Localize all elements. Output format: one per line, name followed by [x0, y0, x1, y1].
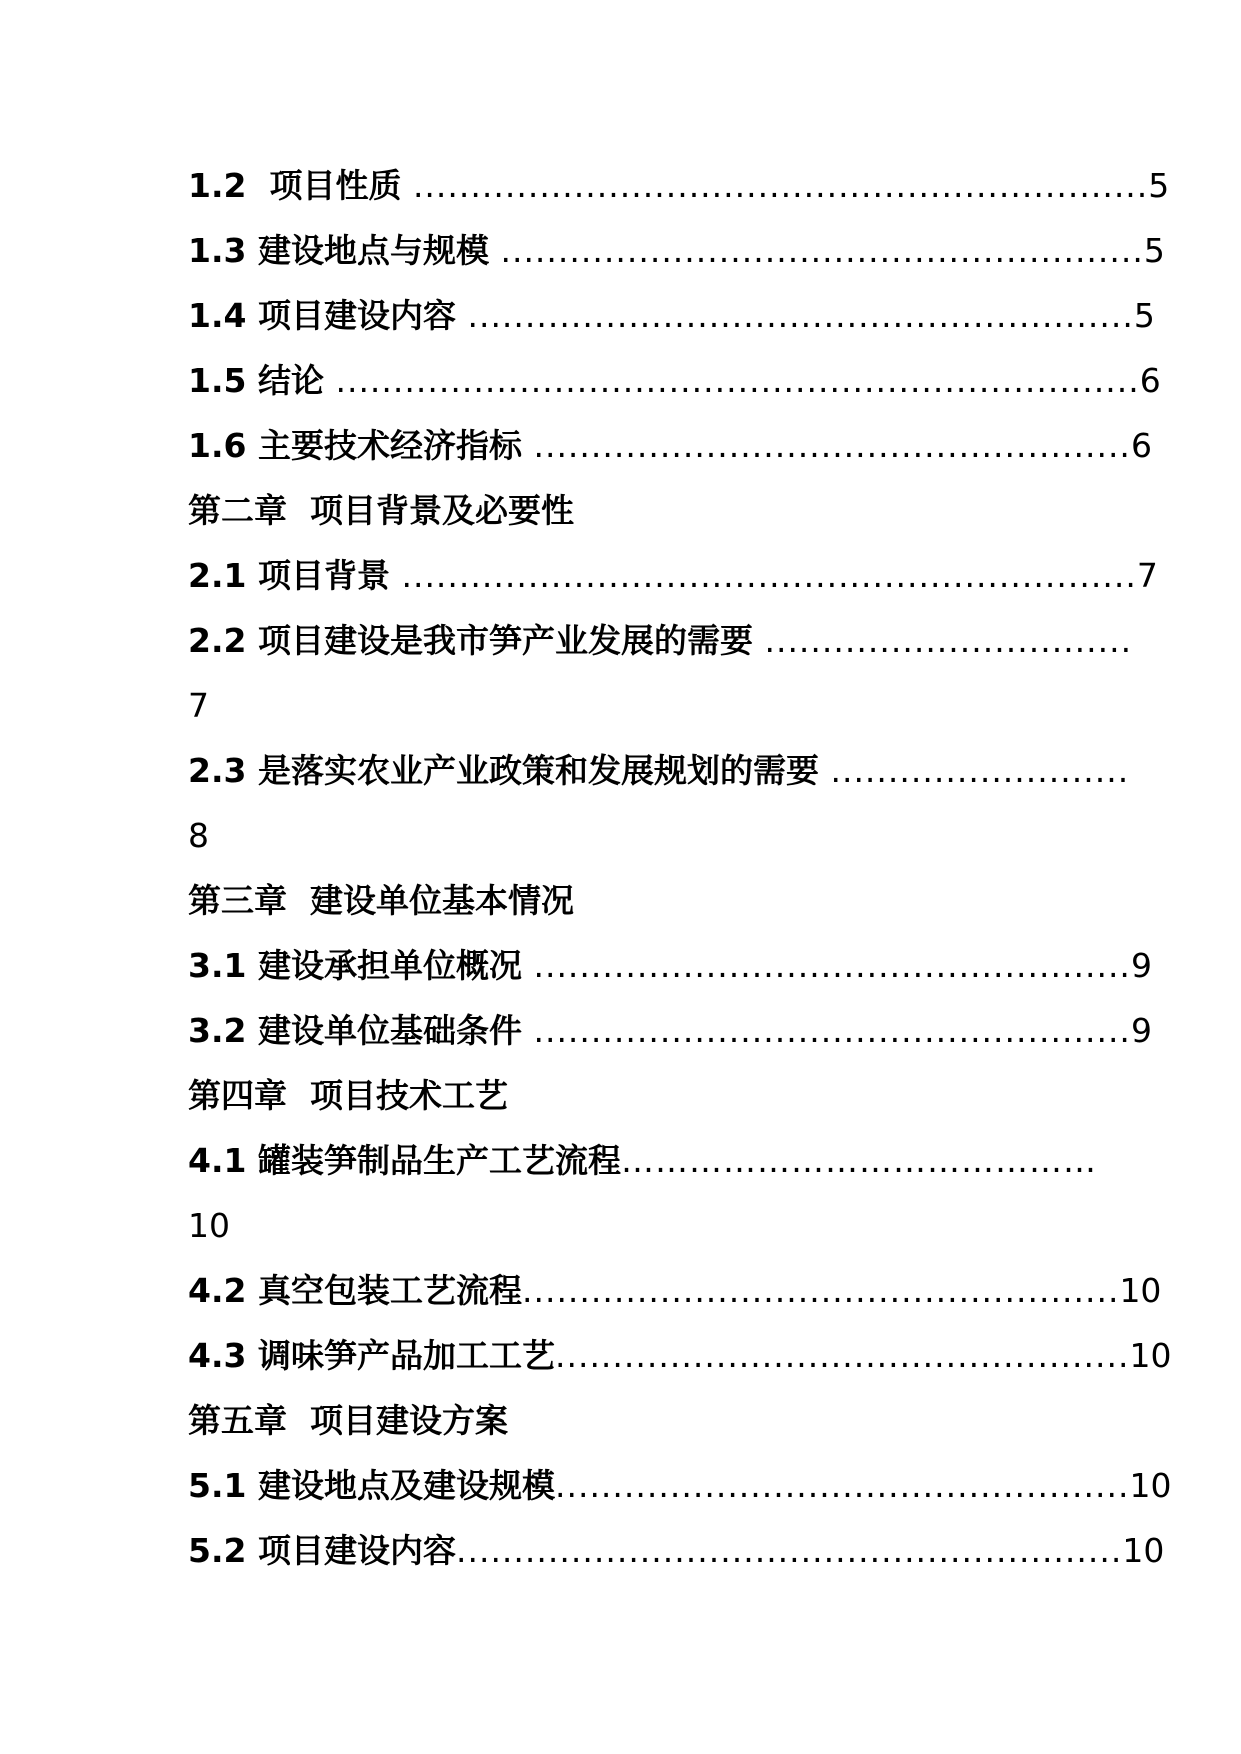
toc-entry[interactable]: [188, 1003, 1152, 1068]
toc-entry[interactable]: [188, 938, 1152, 1003]
toc-entry-title: 项目性质: [269, 166, 402, 205]
toc-page-number: 5: [1148, 166, 1170, 205]
toc-entry-number: 3.2: [188, 1011, 247, 1050]
toc-entry-title: 建设地点与规模: [257, 231, 489, 270]
toc-leader: ..........................: [818, 751, 1130, 790]
toc-leader: ................................: [752, 621, 1133, 660]
toc-entry-number: 2.2: [188, 621, 247, 660]
toc-chapter-heading[interactable]: [188, 1393, 1088, 1458]
toc-entry-separator: [246, 621, 258, 660]
toc-entry-number: 2.3: [188, 751, 247, 790]
toc-leader: ……………………………………: [620, 1141, 1097, 1180]
toc-entry-number: 3.1: [188, 946, 247, 985]
toc-entry-title: 是落实农业产业政策和发展规划的需要: [257, 751, 819, 790]
toc-entry-title: 罐装笋制品生产工艺流程: [257, 1141, 621, 1180]
toc-entry-title: 项目建设内容: [257, 296, 456, 335]
toc-entry-separator: [246, 361, 258, 400]
toc-entry-separator: [246, 1271, 258, 1310]
toc-entry[interactable]: [188, 1458, 1172, 1523]
toc-chapter-heading[interactable]: [188, 1068, 1088, 1133]
toc-leader: ....................................................: [521, 1271, 1120, 1310]
toc-entry[interactable]: [188, 1523, 1165, 1588]
toc-entry-number: 1.5: [188, 361, 247, 400]
toc-leader: ..................................................: [554, 1336, 1130, 1375]
toc-chapter-heading[interactable]: [188, 483, 1088, 548]
toc-wrapped-page-number[interactable]: [188, 808, 1088, 873]
toc-entry-number: 1.6: [188, 426, 247, 465]
toc-entry-separator: [246, 751, 258, 790]
toc-page-number: 8: [188, 816, 209, 855]
toc-page-number: 10: [188, 1206, 230, 1245]
toc-chapter-title: 第二章 项目背景及必要性: [188, 491, 574, 530]
toc-entry-separator: [246, 1531, 258, 1570]
toc-leader: ..........................................................: [455, 296, 1134, 335]
toc-entry-number: 4.3: [188, 1336, 247, 1375]
toc-leader: ..........................................................: [455, 1531, 1123, 1570]
toc-entry[interactable]: [188, 1263, 1162, 1328]
toc-page-number: 7: [1136, 556, 1158, 595]
toc-entry-separator: [246, 166, 269, 205]
toc-entry-separator: [246, 1141, 258, 1180]
toc-leader: ................................................................: [389, 556, 1137, 595]
toc-entry-title: 项目建设内容: [257, 1531, 456, 1570]
toc-page-number: 9: [1130, 1011, 1152, 1050]
toc-page-number: 5: [1133, 296, 1155, 335]
toc-entry[interactable]: [188, 418, 1152, 483]
table-of-contents: [188, 158, 1172, 1588]
toc-entry-number: 4.2: [188, 1271, 247, 1310]
toc-page-number: 5: [1143, 231, 1165, 270]
toc-entry[interactable]: [188, 743, 1130, 808]
toc-page-number: 9: [1130, 946, 1152, 985]
toc-chapter-title: 第五章 项目建设方案: [188, 1401, 508, 1440]
toc-page-number: 6: [1139, 361, 1161, 400]
toc-entry-separator: [246, 1011, 258, 1050]
toc-entry-separator: [246, 426, 258, 465]
toc-entry-separator: [246, 231, 258, 270]
toc-leader: ................................................................: [401, 166, 1149, 205]
toc-entry[interactable]: [188, 613, 1133, 678]
toc-entry-separator: [246, 946, 258, 985]
toc-page-number: 10: [1119, 1271, 1162, 1310]
toc-entry[interactable]: [188, 1328, 1172, 1393]
toc-leader: ........................................................: [488, 231, 1144, 270]
toc-chapter-heading[interactable]: [188, 873, 1088, 938]
toc-entry-separator: [246, 1336, 258, 1375]
toc-entry-number: 5.1: [188, 1466, 247, 1505]
toc-entry-title: 建设地点及建设规模: [257, 1466, 555, 1505]
toc-entry-title: 主要技术经济指标: [257, 426, 522, 465]
toc-page-number: 10: [1129, 1336, 1172, 1375]
toc-entry-number: 1.4: [188, 296, 247, 335]
toc-page-number: 10: [1122, 1531, 1165, 1570]
toc-entry-number: 1.2: [188, 166, 247, 205]
toc-entry-separator: [246, 296, 258, 335]
toc-wrapped-page-number[interactable]: [188, 678, 1088, 743]
toc-leader: ....................................................: [521, 946, 1131, 985]
toc-entry[interactable]: [188, 353, 1161, 418]
toc-entry[interactable]: [188, 1133, 1097, 1198]
toc-entry-number: 5.2: [188, 1531, 247, 1570]
toc-entry-title: 建设单位基础条件: [257, 1011, 522, 1050]
toc-leader: ..................................................: [554, 1466, 1130, 1505]
toc-entry-number: 2.1: [188, 556, 247, 595]
toc-chapter-title: 第三章 建设单位基本情况: [188, 881, 574, 920]
toc-entry-title: 结论: [257, 361, 324, 400]
toc-entry-title: 项目建设是我市笋产业发展的需要: [257, 621, 753, 660]
toc-leader: ....................................................: [521, 426, 1131, 465]
toc-leader: ......................................................................: [323, 361, 1140, 400]
toc-wrapped-page-number[interactable]: [188, 1198, 1088, 1263]
toc-chapter-title: 第四章 项目技术工艺: [188, 1076, 508, 1115]
toc-entry-number: 1.3: [188, 231, 247, 270]
toc-entry-separator: [246, 556, 258, 595]
toc-entry-title: 真空包装工艺流程: [257, 1271, 522, 1310]
toc-entry-number: 4.1: [188, 1141, 247, 1180]
toc-entry[interactable]: [188, 158, 1170, 223]
toc-page-number: 6: [1130, 426, 1152, 465]
toc-entry[interactable]: [188, 548, 1158, 613]
toc-entry-title: 调味笋产品加工工艺: [257, 1336, 555, 1375]
toc-entry-title: 建设承担单位概况: [257, 946, 522, 985]
toc-entry-title: 项目背景: [257, 556, 390, 595]
toc-leader: ....................................................: [521, 1011, 1131, 1050]
toc-entry[interactable]: [188, 288, 1155, 353]
toc-entry-separator: [246, 1466, 258, 1505]
toc-entry[interactable]: [188, 223, 1165, 288]
toc-page-number: 10: [1129, 1466, 1172, 1505]
toc-page-number: 7: [188, 686, 209, 725]
